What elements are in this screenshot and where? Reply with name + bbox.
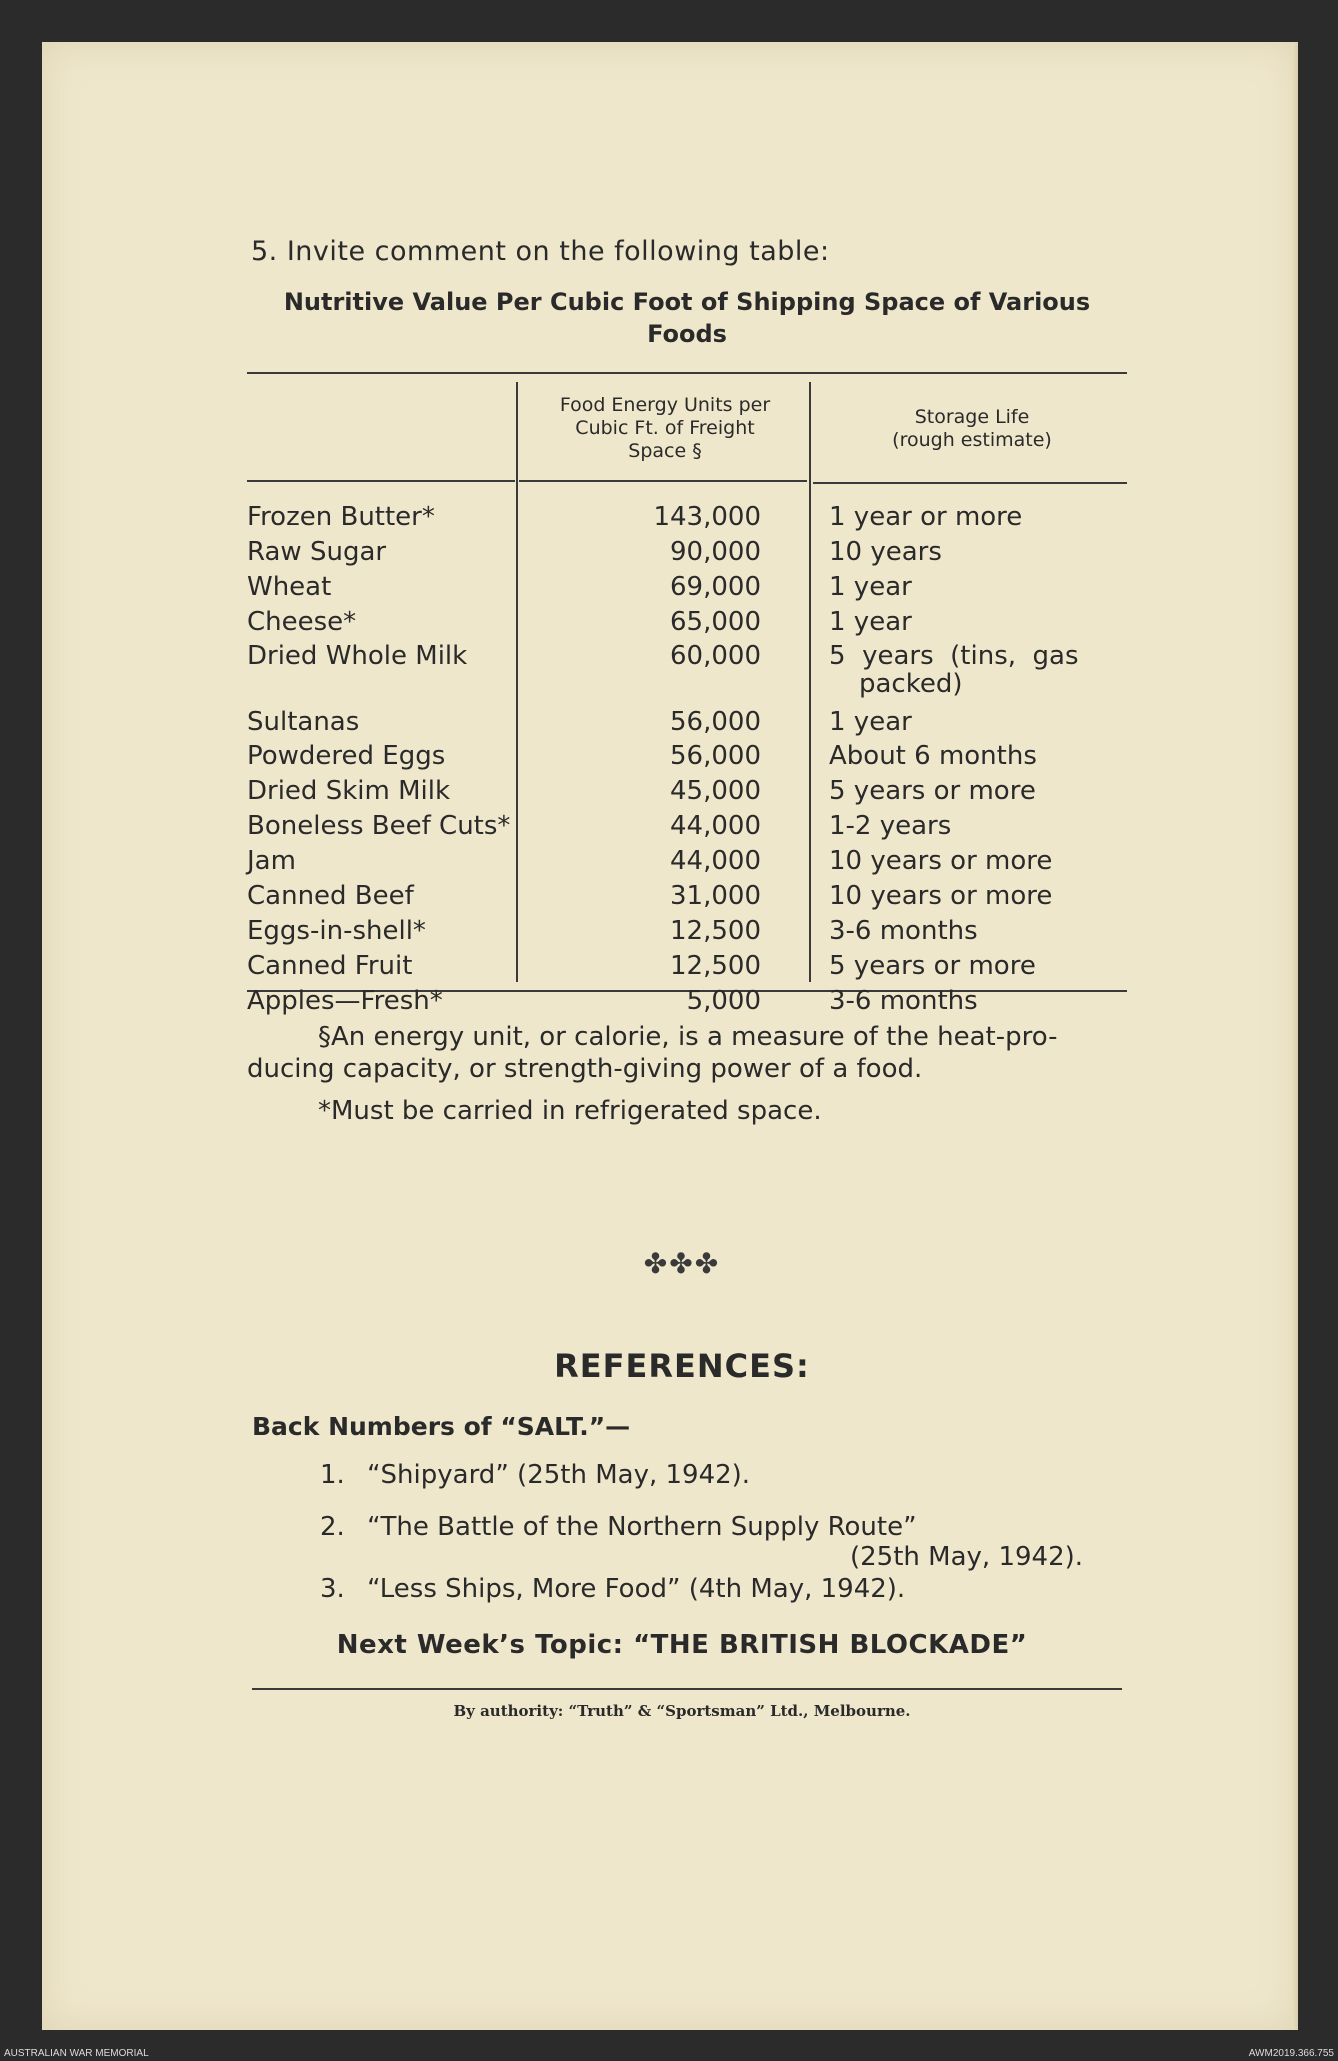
cell-food: Wheat [247,572,332,602]
reference-item [320,1574,905,1604]
footnote-energy-unit-cont: ducing capacity, or strength-giving power of a food. [247,1054,923,1084]
header-rule-storage [813,482,1127,484]
header-energy-line1: Food Energy Units per [559,394,771,416]
reference-text: “The Battle of the Northern Supply Route” [367,1512,917,1542]
authority-rule [252,1688,1122,1690]
cell-energy: 56,000 [670,707,761,737]
cell-energy: 5,000 [686,986,761,1016]
reference-number: 3. [320,1574,345,1604]
cell-energy: 12,500 [670,951,761,981]
reference-text: “Less Ships, More Food” (4th May, 1942). [367,1574,906,1604]
cell-food: Eggs-in-shell* [247,916,426,946]
header-storage-line2: (rough estimate) [892,429,1052,451]
cell-storage: 1 year [829,707,912,737]
cell-energy: 45,000 [670,776,761,806]
cell-storage: 1-2 years [829,811,952,841]
cell-food: Boneless Beef Cuts* [247,811,511,841]
cell-energy: 56,000 [670,741,761,771]
cell-energy: 60,000 [670,641,761,671]
cell-food: Jam [247,846,296,876]
cell-food: Canned Fruit [247,951,413,981]
reference-number: 2. [320,1512,345,1542]
reference-text: “Shipyard” (25th May, 1942). [367,1460,751,1490]
column-divider-2 [809,382,811,982]
cell-storage: 1 year or more [829,502,1023,532]
cell-storage: 1 year [829,607,912,637]
cell-energy: 12,500 [670,916,761,946]
cell-storage: 10 years or more [829,881,1053,911]
cell-food: Canned Beef [247,881,414,911]
reference-number: 1. [320,1460,345,1490]
back-numbers-heading: Back Numbers of “SALT.”— [252,1412,631,1441]
authority-line: By authority: “Truth” & “Sportsman” Ltd., Melbourne. [453,1702,911,1720]
column-divider-1 [516,382,518,982]
table-title-line2: Foods [647,320,727,348]
next-week-topic: Next Week’s Topic: “THE BRITISH BLOCKADE” [336,1630,1028,1660]
cell-food: Apples—Fresh* [247,986,443,1016]
references-heading: REFERENCES: [554,1347,810,1385]
reference-item [320,1512,917,1542]
cell-storage: 10 years or more [829,846,1053,876]
reference-item [320,1460,750,1490]
document-page [42,42,1298,2030]
footnote-energy-unit: §An energy unit, or calorie, is a measure of the heat-pro- [318,1022,1058,1052]
cell-food: Dried Skim Milk [247,776,451,806]
cell-energy: 31,000 [670,881,761,911]
cell-storage: About 6 months [829,741,1037,771]
cell-storage: 3-6 months [829,986,978,1016]
cell-energy: 44,000 [670,811,761,841]
reference-text-cont: (25th May, 1942). [850,1542,1084,1572]
header-energy [524,394,806,463]
table-title: Nutritive Value Per Cubic Foot of Shipping Space of Various [283,288,1091,316]
ornament-divider: ✤✤✤ [643,1247,721,1280]
cell-food: Sultanas [247,707,360,737]
cell-food: Dried Whole Milk [247,641,468,671]
header-energy-line2: Cubic Ft. of Freight [575,417,755,439]
cell-storage-cont: packed) [859,669,963,699]
archive-caption-right: AWM2019.366.755 [1248,2048,1334,2059]
cell-energy: 143,000 [653,502,761,532]
archive-caption-left: AUSTRALIAN WAR MEMORIAL [4,2048,149,2059]
cell-energy: 65,000 [670,607,761,637]
cell-food: Raw Sugar [247,537,387,567]
header-storage-line1: Storage Life [914,406,1030,428]
header-storage [817,406,1127,452]
cell-energy: 90,000 [670,537,761,567]
table-top-rule [247,372,1127,374]
cell-storage: 5 years or more [829,951,1036,981]
header-energy-line3: Space § [628,440,702,462]
footnote-refrigerated: *Must be carried in refrigerated space. [318,1096,822,1126]
intro-question: 5. Invite comment on the following table: [251,236,830,267]
cell-energy: 44,000 [670,846,761,876]
cell-storage: 3-6 months [829,916,978,946]
header-rule-food [247,480,515,482]
header-rule-energy [519,480,807,482]
cell-storage: 10 years [829,537,942,567]
cell-food: Cheese* [247,607,357,637]
cell-storage: 1 year [829,572,912,602]
cell-storage: 5 years (tins, gas [829,641,1079,671]
cell-food: Powdered Eggs [247,741,446,771]
cell-energy: 69,000 [670,572,761,602]
cell-storage: 5 years or more [829,776,1036,806]
cell-food: Frozen Butter* [247,502,435,532]
